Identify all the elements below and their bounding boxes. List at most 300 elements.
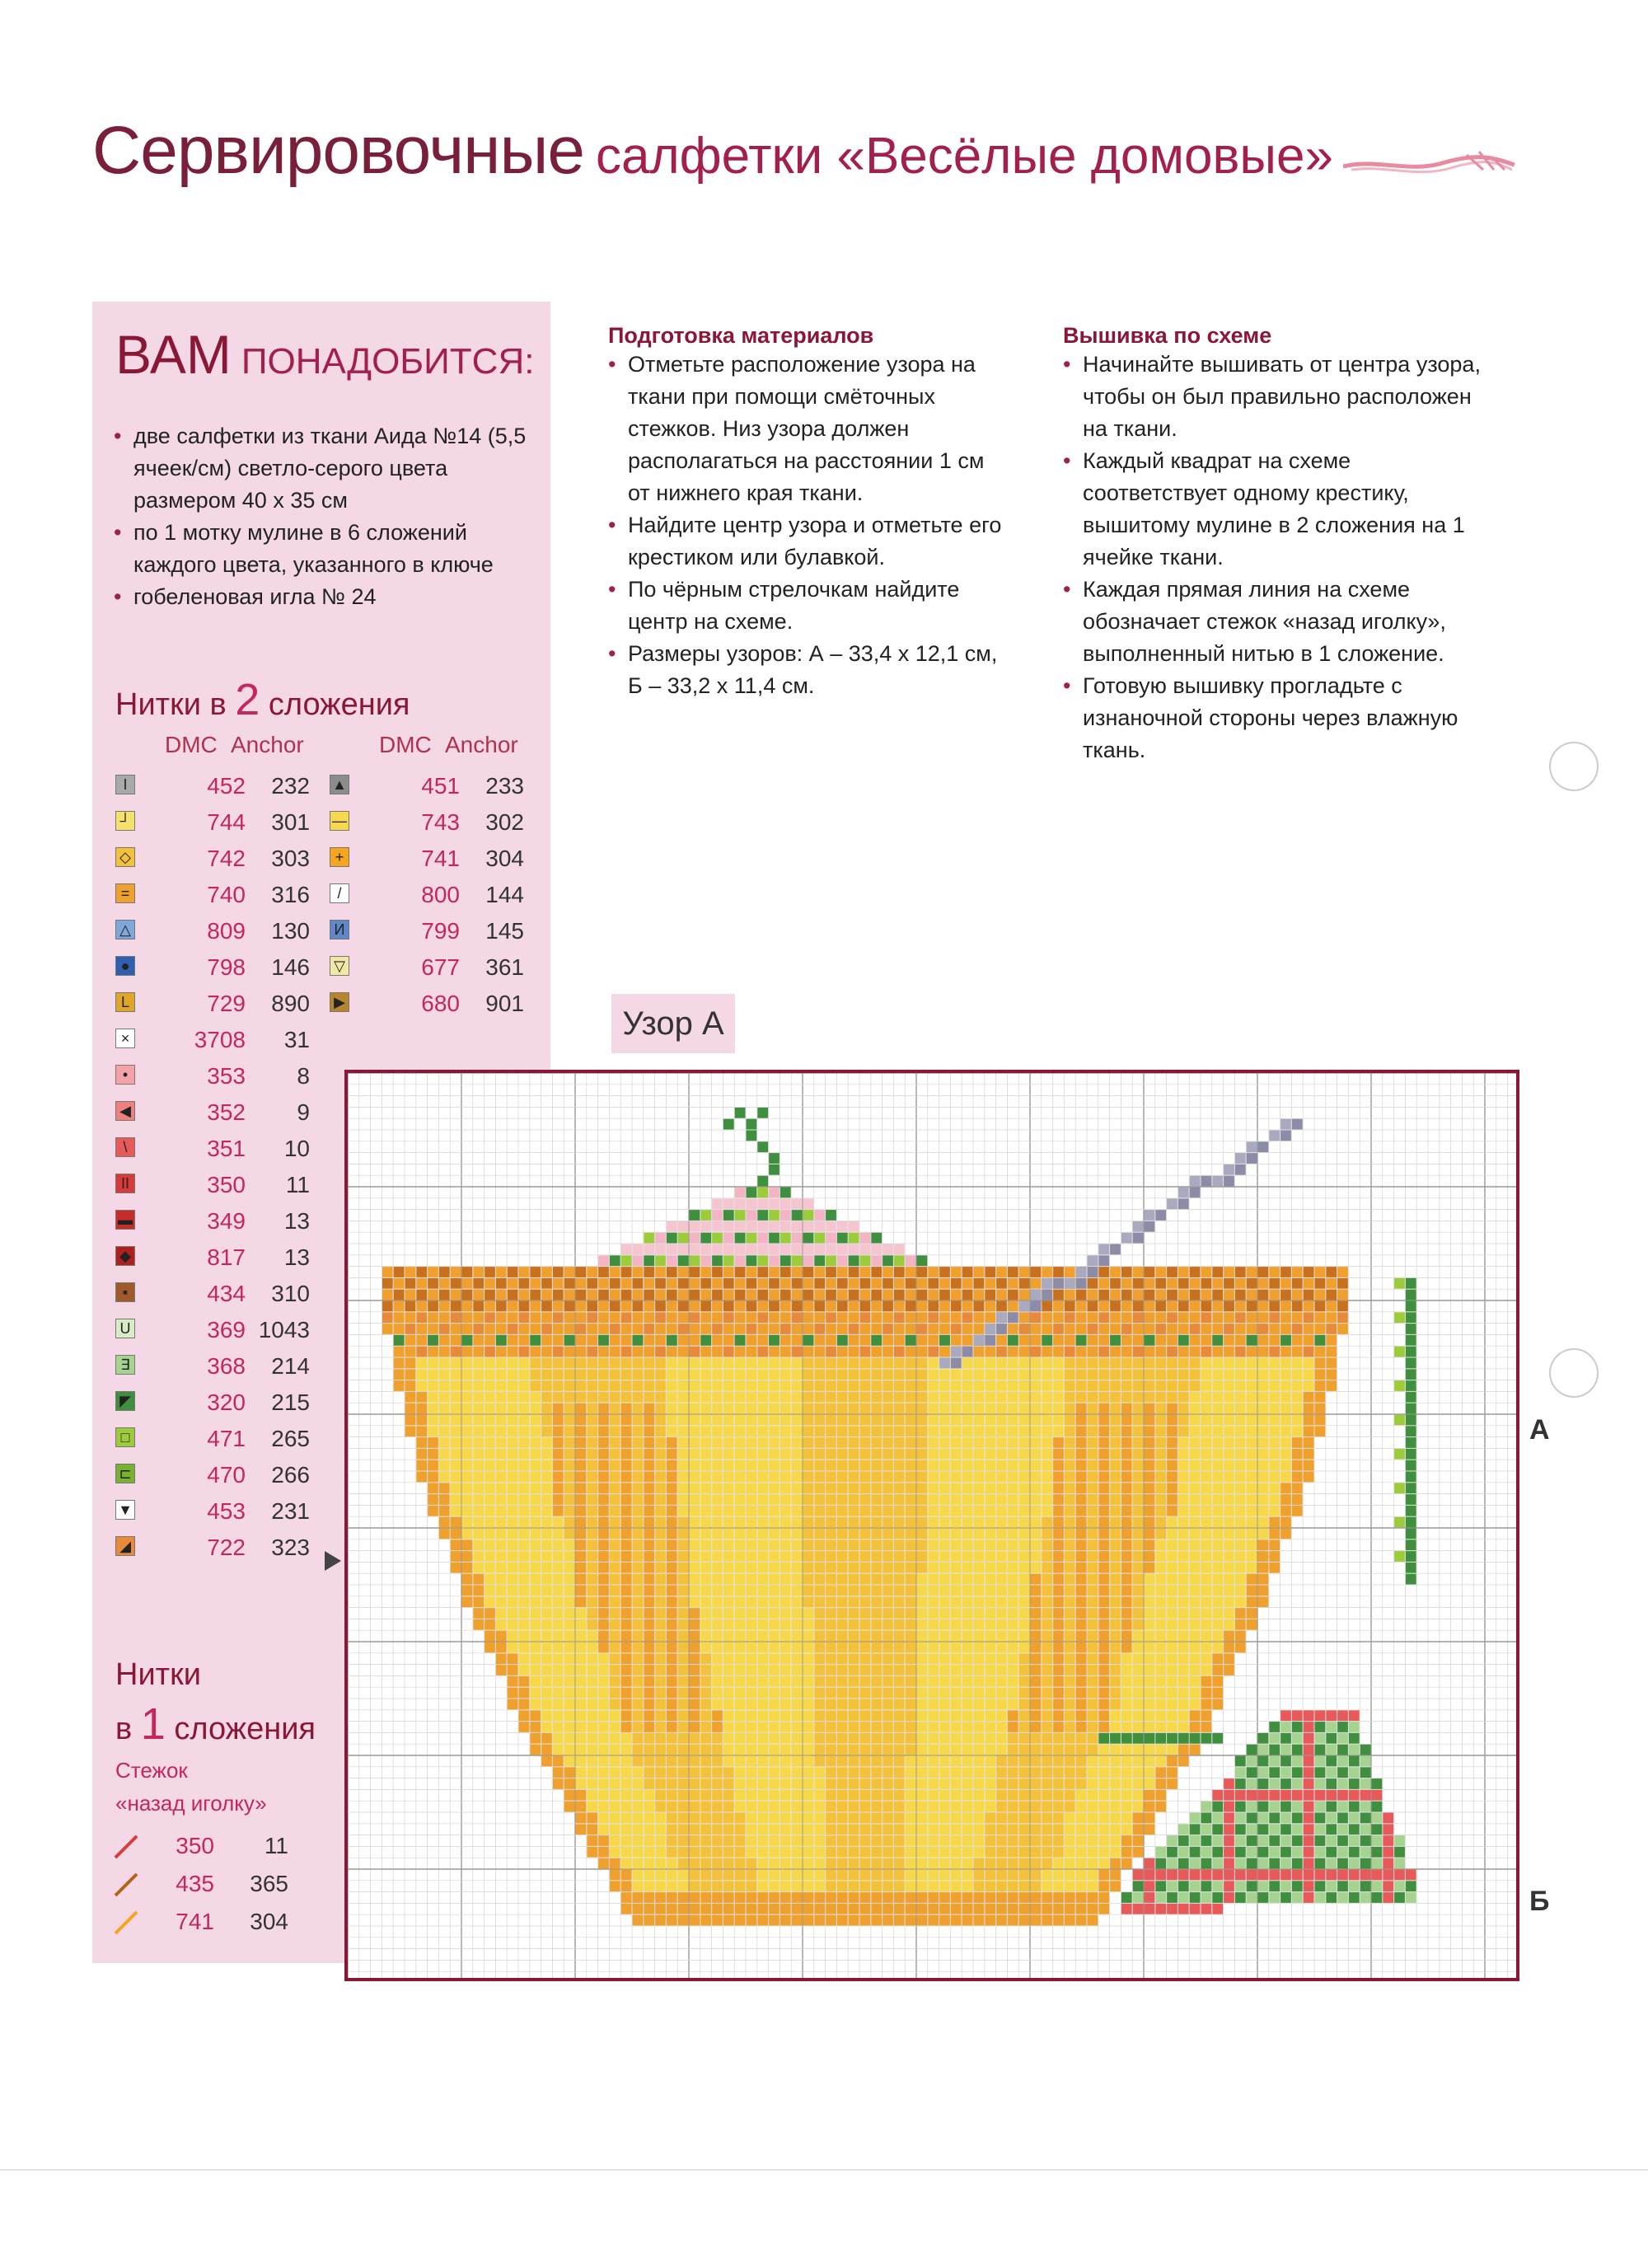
stitch-cell — [803, 1460, 814, 1471]
stitch-cell — [564, 1494, 575, 1505]
stitch-cell — [814, 1506, 825, 1516]
symbol-swatch: ▼ — [115, 1500, 135, 1520]
stitch-cell — [1212, 1494, 1223, 1505]
stitch-cell — [678, 1290, 689, 1300]
stitch-cell — [633, 1653, 644, 1664]
stitch-cell — [678, 1335, 689, 1346]
stitch-cell — [939, 1312, 950, 1323]
stitch-cell — [1326, 1710, 1337, 1721]
stitch-cell — [757, 1324, 768, 1334]
stitch-cell — [1337, 1324, 1348, 1334]
stitch-cell — [508, 1517, 518, 1528]
stitch-cell — [667, 1233, 677, 1244]
stitch-cell — [1212, 1676, 1223, 1687]
stitch-cell — [610, 1778, 620, 1789]
stitch-cell — [587, 1369, 597, 1380]
stitch-cell — [1133, 1551, 1144, 1562]
stitch-cell — [1019, 1688, 1030, 1699]
stitch-cell — [769, 1881, 780, 1891]
stitch-cell — [906, 1380, 916, 1391]
stitch-cell — [1304, 1392, 1314, 1403]
stitch-cell — [690, 1335, 700, 1346]
stitch-cell — [939, 1437, 950, 1448]
stitch-cell — [814, 1631, 825, 1642]
stitch-cell — [1280, 1813, 1291, 1824]
stitch-cell — [576, 1301, 587, 1312]
stitch-cell — [700, 1551, 711, 1562]
stitch-cell — [1110, 1586, 1121, 1596]
stitch-cell — [928, 1642, 939, 1653]
stitch-cell — [747, 1608, 757, 1619]
stitch-cell — [906, 1460, 916, 1471]
stitch-cell — [962, 1619, 973, 1630]
stitch-cell — [1269, 1767, 1280, 1778]
stitch-cell — [1042, 1745, 1052, 1755]
stitch-cell — [1019, 1915, 1030, 1926]
stitch-cell — [416, 1437, 427, 1448]
stitch-cell — [962, 1483, 973, 1493]
stitch-cell — [553, 1653, 564, 1664]
stitch-cell — [1053, 1915, 1064, 1926]
stitch-cell — [837, 1665, 848, 1675]
stitch-cell — [928, 1460, 939, 1471]
stitch-cell — [1349, 1733, 1360, 1744]
stitch-cell — [1121, 1608, 1132, 1619]
stitch-cell — [712, 1301, 723, 1312]
stitch-cell — [1076, 1790, 1087, 1801]
stitch-cell — [1258, 1767, 1269, 1778]
stitch-cell — [598, 1710, 609, 1721]
stitch-cell — [1178, 1483, 1189, 1493]
stitch-cell — [553, 1403, 564, 1414]
stitch-cell — [451, 1551, 461, 1562]
stitch-cell — [1269, 1358, 1280, 1369]
stitch-cell — [1406, 1403, 1416, 1414]
stitch-cell — [1201, 1426, 1212, 1436]
stitch-cell — [541, 1619, 552, 1630]
stitch-cell — [871, 1233, 882, 1244]
stitch-cell — [735, 1460, 746, 1471]
stitch-cell — [985, 1710, 995, 1721]
stitch-cell — [1031, 1529, 1042, 1539]
stitch-cell — [530, 1460, 541, 1471]
stitch-cell — [1383, 1835, 1393, 1846]
stitch-cell — [712, 1494, 723, 1505]
stitch-cell — [1292, 1802, 1303, 1812]
stitch-cell — [860, 1574, 871, 1585]
stitch-cell — [1133, 1426, 1144, 1436]
stitch-cell — [610, 1369, 620, 1380]
stitch-cell — [690, 1563, 700, 1573]
stitch-cell — [598, 1813, 609, 1824]
stitch-cell — [667, 1574, 677, 1585]
stitch-cell — [633, 1437, 644, 1448]
stitch-cell — [1178, 1460, 1189, 1471]
stitch-cell — [883, 1358, 893, 1369]
stitch-cell — [553, 1608, 564, 1619]
stitch-cell — [939, 1835, 950, 1846]
stitch-cell — [1269, 1267, 1280, 1277]
stitch-cell — [883, 1494, 893, 1505]
stitch-cell — [508, 1403, 518, 1414]
stitch-cell — [803, 1699, 814, 1710]
stitch-cell — [712, 1267, 723, 1277]
stitch-cell — [1031, 1517, 1042, 1528]
stitch-cell — [860, 1756, 871, 1767]
stitch-cell — [757, 1824, 768, 1835]
stitch-cell — [496, 1460, 507, 1471]
stitch-cell — [1258, 1358, 1269, 1369]
stitch-cell — [700, 1347, 711, 1357]
stitch-cell — [587, 1551, 597, 1562]
stitch-cell — [644, 1778, 654, 1789]
stitch-cell — [871, 1392, 882, 1403]
stitch-cell — [871, 1847, 882, 1858]
stitch-cell — [1155, 1335, 1166, 1346]
stitch-cell — [974, 1858, 985, 1869]
stitch-cell — [1190, 1813, 1201, 1824]
stitch-cell — [541, 1539, 552, 1550]
stitch-cell — [678, 1688, 689, 1699]
stitch-cell — [1076, 1733, 1087, 1744]
stitch-cell — [894, 1460, 905, 1471]
stitch-cell — [951, 1403, 962, 1414]
stitch-cell — [860, 1244, 871, 1255]
stitch-cell — [928, 1813, 939, 1824]
stitch-cell — [655, 1347, 666, 1357]
stitch-cell — [519, 1586, 530, 1596]
stitch-cell — [610, 1312, 620, 1323]
stitch-cell — [1065, 1642, 1075, 1653]
stitch-cell — [439, 1335, 450, 1346]
stitch-cell — [712, 1710, 723, 1721]
stitch-cell — [1019, 1369, 1030, 1380]
stitch-cell — [508, 1358, 518, 1369]
stitch-cell — [951, 1506, 962, 1516]
stitch-cell — [814, 1221, 825, 1232]
stitch-cell — [1088, 1403, 1098, 1414]
stitch-cell — [814, 1802, 825, 1812]
stitch-cell — [1042, 1392, 1052, 1403]
stitch-cell — [1076, 1653, 1087, 1664]
stitch-cell — [598, 1335, 609, 1346]
stitch-cell — [1065, 1824, 1075, 1835]
stitch-cell — [906, 1904, 916, 1914]
stitch-cell — [985, 1733, 995, 1744]
dmc-number: 352 — [207, 1099, 246, 1125]
stitch-cell — [962, 1278, 973, 1289]
dmc-number: 350 — [176, 1833, 214, 1858]
stitch-cell — [1042, 1596, 1052, 1607]
stitch-cell — [1145, 1324, 1155, 1334]
stitch-cell — [541, 1449, 552, 1460]
stitch-cell — [769, 1608, 780, 1619]
stitch-cell — [906, 1278, 916, 1289]
stitch-cell — [1304, 1472, 1314, 1483]
stitch-cell — [712, 1335, 723, 1346]
stitch-cell — [917, 1290, 928, 1300]
stitch-cell — [723, 1392, 734, 1403]
stitch-cell — [1292, 1881, 1303, 1891]
needs-title-sub: ПОНАДОБИТСЯ: — [241, 341, 535, 382]
stitch-cell — [735, 1733, 746, 1744]
stitch-cell — [1042, 1653, 1052, 1664]
stitch-cell — [723, 1881, 734, 1891]
stitch-cell — [700, 1392, 711, 1403]
stitch-cell — [1121, 1472, 1132, 1483]
stitch-cell — [1031, 1892, 1042, 1903]
stitch-cell — [508, 1699, 518, 1710]
stitch-cell — [769, 1710, 780, 1721]
stitch-cell — [917, 1403, 928, 1414]
stitch-cell — [428, 1460, 438, 1471]
stitch-cell — [849, 1790, 859, 1801]
stitch-cell — [712, 1870, 723, 1881]
stitch-cell — [598, 1676, 609, 1687]
stitch-cell — [1190, 1847, 1201, 1858]
stitch-cell — [644, 1472, 654, 1483]
stitch-cell — [1145, 1494, 1155, 1505]
stitch-cell — [826, 1347, 836, 1357]
stitch-cell — [723, 1198, 734, 1209]
stitch-cell — [1133, 1676, 1144, 1687]
stitch-cell — [883, 1619, 893, 1630]
stitch-cell — [1304, 1722, 1314, 1732]
stitch-cell — [1053, 1813, 1064, 1824]
stitch-cell — [1098, 1733, 1109, 1744]
stitch-cell — [1098, 1699, 1109, 1710]
stitch-cell — [974, 1596, 985, 1607]
stitch-cell — [485, 1563, 495, 1573]
stitch-cell — [553, 1778, 564, 1789]
stitch-cell — [928, 1835, 939, 1846]
stitch-cell — [814, 1824, 825, 1835]
stitch-cell — [519, 1437, 530, 1448]
stitch-cell — [610, 1494, 620, 1505]
stitch-cell — [837, 1892, 848, 1903]
stitch-cell — [757, 1756, 768, 1767]
stitch-cell — [576, 1312, 587, 1323]
stitch-cell — [541, 1403, 552, 1414]
stitch-cell — [621, 1619, 632, 1630]
stitch-cell — [1190, 1688, 1201, 1699]
stitch-cell — [564, 1596, 575, 1607]
stitch-cell — [917, 1586, 928, 1596]
stitch-cell — [871, 1892, 882, 1903]
stitch-cell — [757, 1790, 768, 1801]
stitch-cell — [519, 1574, 530, 1585]
anchor-number: 301 — [271, 809, 310, 835]
stitch-cell — [894, 1710, 905, 1721]
stitch-cell — [814, 1301, 825, 1312]
stitch-cell — [541, 1278, 552, 1289]
dmc-number: 740 — [207, 882, 246, 907]
stitch-cell — [1053, 1483, 1064, 1493]
stitch-cell — [1110, 1415, 1121, 1426]
stitch-cell — [780, 1278, 791, 1289]
stitch-cell — [860, 1688, 871, 1699]
stitch-cell — [1031, 1847, 1042, 1858]
stitch-cell — [1065, 1278, 1075, 1289]
stitch-cell — [1235, 1506, 1246, 1516]
stitch-cell — [1042, 1881, 1052, 1891]
symbol-swatch: ◀ — [115, 1101, 135, 1121]
stitch-cell — [553, 1392, 564, 1403]
stitch-cell — [792, 1460, 803, 1471]
stitch-cell — [723, 1892, 734, 1903]
stitch-cell — [644, 1437, 654, 1448]
stitch-cell — [405, 1278, 416, 1289]
stitch-cell — [849, 1494, 859, 1505]
stitch-cell — [1235, 1369, 1246, 1380]
stitch-cell — [974, 1529, 985, 1539]
stitch-cell — [1201, 1290, 1212, 1300]
stitch-cell — [837, 1347, 848, 1357]
stitch-cell — [1031, 1312, 1042, 1323]
anchor-number: 145 — [485, 918, 524, 944]
stitch-cell — [1372, 1824, 1383, 1835]
stitch-cell — [1053, 1790, 1064, 1801]
stitch-cell — [610, 1586, 620, 1596]
stitch-cell — [974, 1790, 985, 1801]
stitch-cell — [1280, 1733, 1291, 1744]
stitch-cell — [598, 1551, 609, 1562]
stitch-cell — [1155, 1472, 1166, 1483]
stitch-cell — [690, 1665, 700, 1675]
stitch-cell — [951, 1586, 962, 1596]
stitch-cell — [1372, 1892, 1383, 1903]
stitch-cell — [1326, 1278, 1337, 1289]
stitch-cell — [428, 1426, 438, 1436]
stitch-cell — [428, 1380, 438, 1391]
stitch-cell — [849, 1324, 859, 1334]
stitch-cell — [803, 1904, 814, 1914]
stitch-cell — [1292, 1324, 1303, 1334]
stitch-cell — [837, 1835, 848, 1846]
stitch-cell — [1065, 1778, 1075, 1789]
stitch-cell — [917, 1881, 928, 1891]
stitch-cell — [906, 1745, 916, 1755]
stitch-cell — [1247, 1517, 1257, 1528]
dmc-number: 744 — [207, 809, 246, 835]
stitch-cell — [894, 1529, 905, 1539]
stitch-cell — [1235, 1392, 1246, 1403]
pattern-mark-a: А — [1529, 1414, 1550, 1446]
stitch-cell — [757, 1233, 768, 1244]
stitch-cell — [860, 1745, 871, 1755]
stitch-cell — [1088, 1551, 1098, 1562]
stitch-cell — [428, 1301, 438, 1312]
stitch-cell — [1008, 1347, 1018, 1357]
stitch-cell — [1155, 1403, 1166, 1414]
stitch-cell — [951, 1847, 962, 1858]
stitch-cell — [951, 1312, 962, 1323]
stitch-cell — [985, 1619, 995, 1630]
stitch-cell — [541, 1653, 552, 1664]
stitch-cell — [655, 1290, 666, 1300]
stitch-cell — [860, 1733, 871, 1744]
stitch-cell — [1315, 1870, 1326, 1881]
stitch-cell — [598, 1278, 609, 1289]
stitch-cell — [1065, 1881, 1075, 1891]
stitch-cell — [906, 1596, 916, 1607]
stitch-cell — [906, 1472, 916, 1483]
stitch-cell — [803, 1426, 814, 1436]
stitch-cell — [792, 1255, 803, 1266]
stitch-cell — [1008, 1790, 1018, 1801]
stitch-cell — [541, 1380, 552, 1391]
stitch-cell — [712, 1824, 723, 1835]
stitch-cell — [723, 1426, 734, 1436]
stitch-cell — [530, 1642, 541, 1653]
stitch-cell — [837, 1312, 848, 1323]
stitch-cell — [1053, 1824, 1064, 1835]
stitch-cell — [1145, 1506, 1155, 1516]
stitch-cell — [803, 1551, 814, 1562]
stitch-cell — [1133, 1267, 1144, 1277]
stitch-cell — [849, 1824, 859, 1835]
stitch-cell — [1212, 1596, 1223, 1607]
stitch-cell — [485, 1494, 495, 1505]
stitch-cell — [962, 1881, 973, 1891]
stitch-cell — [860, 1415, 871, 1426]
stitch-cell — [621, 1472, 632, 1483]
stitch-cell — [690, 1870, 700, 1881]
stitch-cell — [1121, 1380, 1132, 1391]
stitch-cell — [928, 1892, 939, 1903]
stitch-cell — [655, 1835, 666, 1846]
stitch-cell — [849, 1710, 859, 1721]
stitch-cell — [951, 1881, 962, 1891]
stitch-cell — [678, 1596, 689, 1607]
stitch-cell — [712, 1574, 723, 1585]
stitch-cell — [576, 1699, 587, 1710]
stitch-cell — [996, 1756, 1007, 1767]
stitch-cell — [962, 1403, 973, 1414]
stitch-cell — [996, 1904, 1007, 1914]
symbol-swatch: = — [115, 883, 135, 903]
stitch-cell — [883, 1290, 893, 1300]
stitch-cell — [837, 1631, 848, 1642]
stitch-cell — [1155, 1460, 1166, 1471]
stitch-cell — [1145, 1563, 1155, 1573]
stitch-cell — [1042, 1710, 1052, 1721]
stitch-cell — [473, 1551, 484, 1562]
stitch-cell — [1155, 1699, 1166, 1710]
stitch-cell — [1019, 1835, 1030, 1846]
stitch-cell — [667, 1449, 677, 1460]
stitch-cell — [1053, 1539, 1064, 1550]
embroidery-item: • Готовую вышивку прогладьте с изнаночной стороны через влажную ткань. — [1063, 670, 1491, 766]
stitch-cell — [780, 1221, 791, 1232]
stitch-cell — [690, 1221, 700, 1232]
stitch-cell — [1372, 1847, 1383, 1858]
anchor-number: 310 — [271, 1281, 310, 1306]
stitch-cell — [633, 1710, 644, 1721]
stitch-cell — [962, 1745, 973, 1755]
stitch-cell — [1088, 1767, 1098, 1778]
stitch-cell — [678, 1642, 689, 1653]
stitch-cell — [1065, 1403, 1075, 1414]
stitch-cell — [769, 1619, 780, 1630]
stitch-cell — [1133, 1596, 1144, 1607]
stitch-cell — [723, 1574, 734, 1585]
stitch-cell — [951, 1301, 962, 1312]
stitch-cell — [610, 1415, 620, 1426]
stitch-cell — [1008, 1915, 1018, 1926]
stitch-cell — [1088, 1392, 1098, 1403]
stitch-cell — [1178, 1847, 1189, 1858]
